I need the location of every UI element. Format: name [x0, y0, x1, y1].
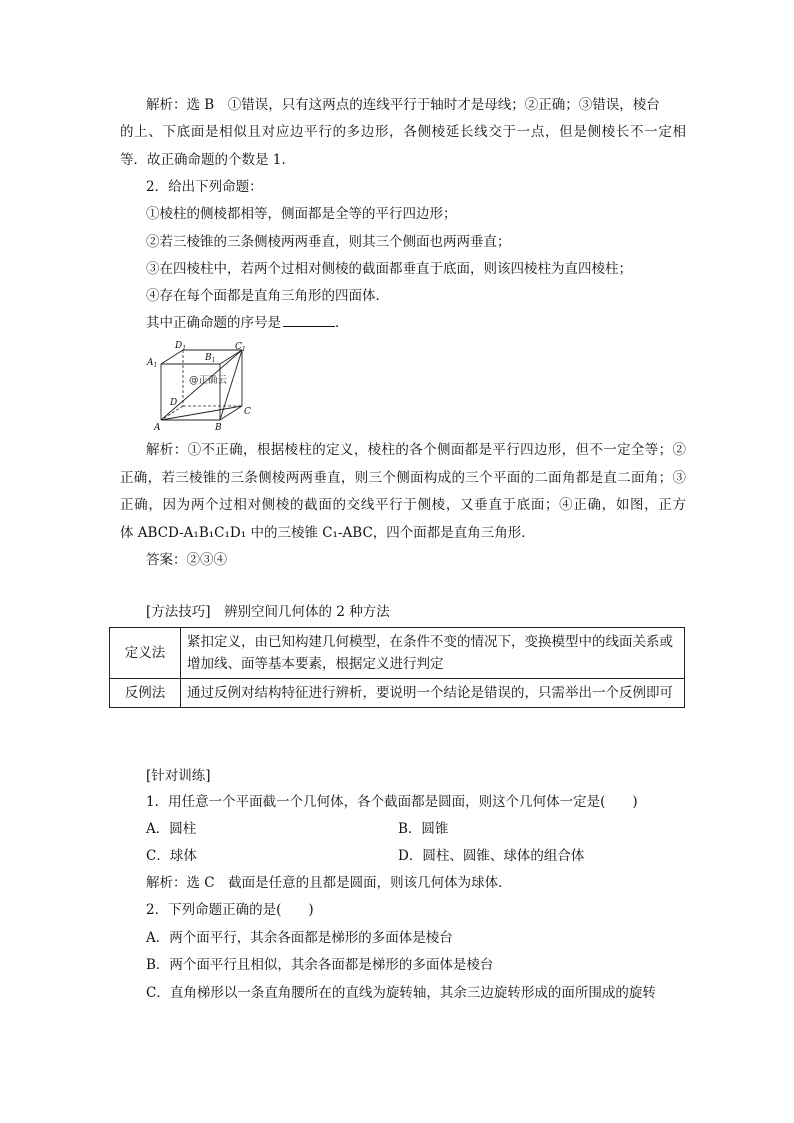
answer-line: 答案：②③④ — [146, 552, 227, 568]
answer-blank — [283, 314, 335, 327]
training-q1-option-c: C．球体 — [146, 848, 197, 864]
cube-figure — [145, 340, 255, 435]
label-c1: $C_1$ — [235, 342, 246, 353]
question-2-item-3: ③在四棱柱中，若两个过相对侧棱的截面都垂直于底面，则该四棱柱为直四棱柱； — [146, 261, 632, 277]
training-q2: 2．下列命题正确的是( ) — [146, 902, 314, 918]
question-2-item-4: ④存在每个面都是直角三角形的四面体． — [146, 288, 389, 304]
question-2-ask — [146, 314, 349, 332]
solution-2-line-3: 正确，因为两个过相对侧棱的截面的交线平行于侧棱，又垂直于底面；④正确，如图，正方 — [120, 497, 686, 513]
table-row — [110, 679, 685, 708]
label-d1: $D_1$ — [175, 341, 187, 352]
label-d: D — [170, 398, 178, 408]
label-a: A — [154, 423, 161, 433]
solution-1-line-2: 的上、下底面是相似且对应边平行的多边形，各侧棱延长线交于一点，但是侧棱长不一定相 — [120, 124, 686, 140]
solution-1-line-3: 等．故正确命题的个数是 1. — [120, 152, 286, 168]
method-heading: [方法技巧] 辨别空间几何体的 2 种方法 — [146, 604, 390, 620]
question-2-item-2: ②若三棱锥的三条侧棱两两垂直，则其三个侧面也两两垂直； — [146, 234, 511, 250]
training-q1-option-b: B．圆锥 — [398, 821, 449, 837]
table-row — [110, 628, 685, 679]
solution-2-line-1: 解析：①不正确，根据棱柱的定义，棱柱的各个侧面都是平行四边形，但不一定全等；② — [146, 442, 686, 458]
watermark: @正确云 — [189, 375, 228, 386]
training-q1-option-a: A．圆柱 — [146, 821, 197, 837]
label-b1: $B_1$ — [205, 353, 216, 364]
question-2-ask-end: ． — [335, 315, 349, 331]
question-2-item-1: ①棱柱的侧棱都相等，侧面都是全等的平行四边形； — [146, 206, 457, 222]
question-2-ask-text: 其中正确命题的序号是 — [146, 315, 281, 331]
solution-2-line-4: 体 ABCD-A₁B₁C₁D₁ 中的三棱锥 C₁-ABC，四个面都是直角三角形． — [120, 525, 535, 541]
method-desc-cell: 紧扣定义，由已知构建几何模型，在条件不变的情况下，变换模型中的线面关系或增加线、面等基本要素，根据定义进行判定 — [181, 628, 685, 679]
label-c: C — [244, 407, 251, 417]
training-q1: 1．用任意一个平面截一个几何体，各个截面都是圆面，则这个几何体一定是( ) — [146, 794, 638, 810]
training-q2-option-b: B．两个面平行且相似，其余各面都是梯形的多面体是棱台 — [146, 957, 494, 973]
method-desc-cell: 通过反例对结构特征进行辨析，要说明一个结论是错误的，只需举出一个反例即可 — [181, 679, 685, 708]
training-q2-option-a: A．两个面平行，其余各面都是梯形的多面体是棱台 — [146, 930, 453, 946]
solution-2-line-2: 正确，若三棱锥的三条侧棱两两垂直，则三个侧面构成的三个平面的二面角都是直二面角；③ — [120, 470, 686, 486]
training-q1-option-d: D．圆柱、圆锥、球体的组合体 — [398, 848, 585, 864]
methods-table — [109, 627, 685, 708]
training-q1-solution: 解析：选 C 截面是任意的且都是圆面，则该几何体为球体． — [146, 875, 512, 891]
solution-1-line-1: 解析：选 B ①错误，只有这两点的连线平行于轴时才是母线；②正确；③错误，棱台 — [146, 97, 660, 113]
training-q2-option-c: C．直角梯形以一条直角腰所在的直线为旋转轴，其余三边旋转形成的面所围成的旋转 — [146, 985, 656, 1001]
method-name-cell: 反例法 — [110, 679, 181, 708]
question-2-stem: 2．给出下列命题： — [146, 179, 263, 195]
training-heading: [针对训练] — [146, 768, 211, 784]
label-b: B — [215, 423, 222, 433]
method-name-cell: 定义法 — [110, 628, 181, 679]
label-a1: $A_1$ — [147, 358, 158, 369]
